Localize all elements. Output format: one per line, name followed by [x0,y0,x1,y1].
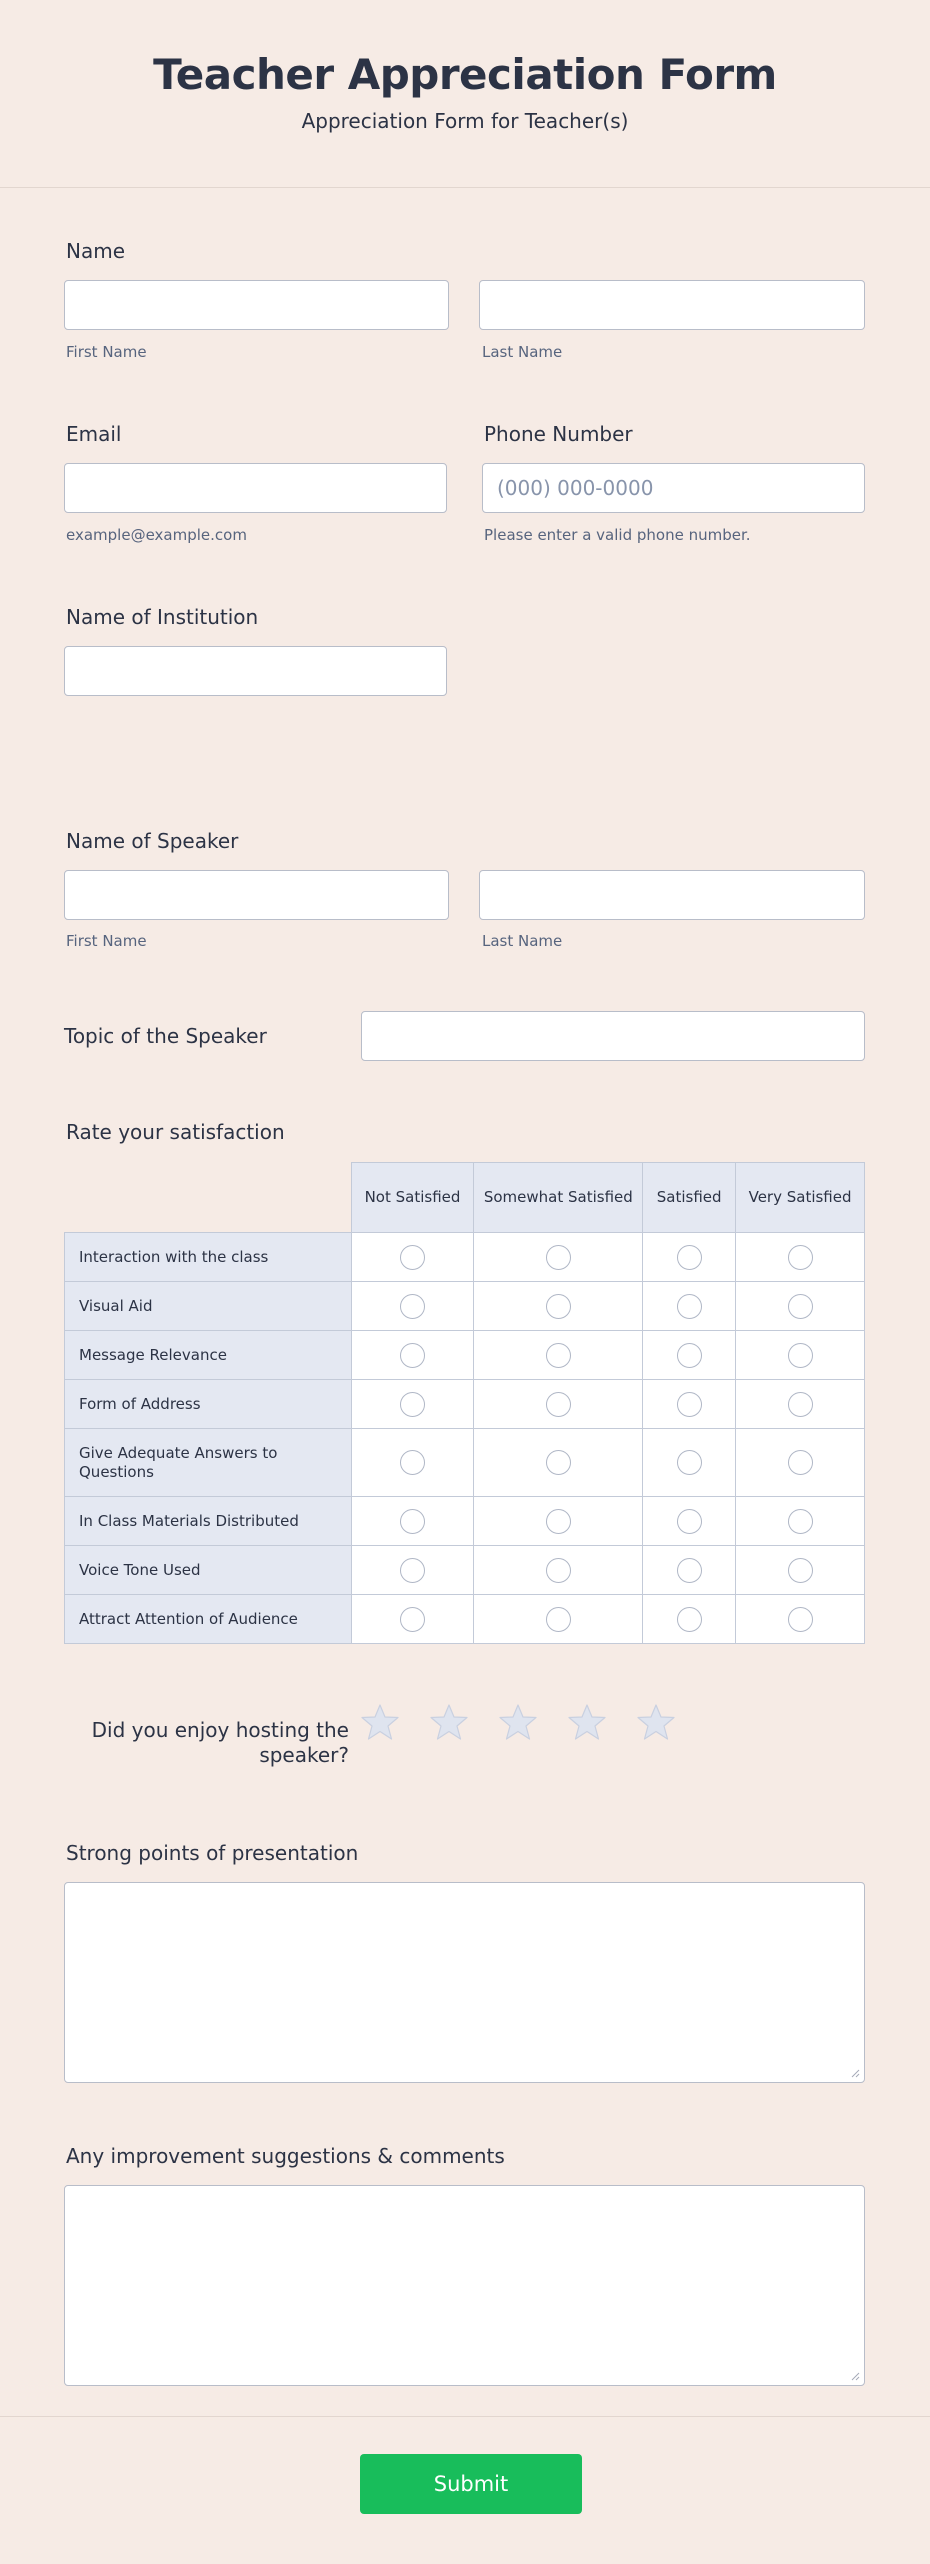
radio-button[interactable] [788,1343,813,1368]
matrix-cell [736,1497,865,1546]
matrix-row-label: Interaction with the class [65,1233,352,1282]
star-rating [360,1703,676,1741]
submit-button[interactable]: Submit [360,2454,582,2514]
radio-button[interactable] [546,1509,571,1534]
radio-button[interactable] [677,1343,702,1368]
radio-button[interactable] [546,1450,571,1475]
resize-grip-icon[interactable] [851,2372,860,2381]
matrix-cell [474,1595,643,1644]
matrix-row [65,1546,865,1595]
institution-input[interactable] [64,646,447,696]
radio-button[interactable] [788,1294,813,1319]
matrix-row [65,1282,865,1331]
phone-label: Phone Number [484,422,633,446]
radio-button[interactable] [546,1343,571,1368]
star-icon[interactable] [498,1703,538,1741]
matrix-cell [736,1233,865,1282]
radio-button[interactable] [546,1245,571,1270]
matrix-cell [474,1380,643,1429]
radio-button[interactable] [400,1607,425,1632]
matrix-row [65,1497,865,1546]
star-icon[interactable] [636,1703,676,1741]
matrix-cell [351,1546,474,1595]
matrix-cell [643,1497,736,1546]
radio-button[interactable] [400,1294,425,1319]
radio-button[interactable] [546,1392,571,1417]
name-label: Name [66,239,126,263]
radio-button[interactable] [788,1245,813,1270]
matrix-cell [351,1233,474,1282]
radio-button[interactable] [400,1509,425,1534]
radio-button[interactable] [788,1450,813,1475]
strong-points-label: Strong points of presentation [66,1841,359,1865]
email-input[interactable] [64,463,447,513]
phone-sublabel: Please enter a valid phone number. [484,526,751,544]
strong-points-textarea[interactable] [64,1882,865,2083]
matrix-row [65,1331,865,1380]
matrix-cell [351,1331,474,1380]
last-name-input[interactable] [479,280,865,330]
matrix-cell [474,1233,643,1282]
matrix-cell [351,1380,474,1429]
matrix-row-label: Give Adequate Answers to Questions [65,1429,352,1497]
matrix-cell [643,1233,736,1282]
matrix-cell [474,1282,643,1331]
improvements-label: Any improvement suggestions & comments [66,2144,505,2168]
radio-button[interactable] [400,1558,425,1583]
matrix-cell [351,1429,474,1497]
matrix-column-header: Somewhat Satisfied [474,1163,643,1233]
form-header [0,0,930,188]
radio-button[interactable] [546,1294,571,1319]
radio-button[interactable] [788,1558,813,1583]
matrix-row-label: Visual Aid [65,1282,352,1331]
matrix-cell [474,1546,643,1595]
radio-button[interactable] [788,1392,813,1417]
last-name-sublabel: Last Name [482,343,563,361]
star-icon[interactable] [429,1703,469,1741]
matrix-cell [736,1282,865,1331]
matrix-column-header: Satisfied [643,1163,736,1233]
radio-button[interactable] [400,1245,425,1270]
form-subtitle: Appreciation Form for Teacher(s) [301,109,629,133]
matrix-cell [351,1282,474,1331]
matrix-cell [474,1429,643,1497]
radio-button[interactable] [788,1509,813,1534]
radio-button[interactable] [677,1245,702,1270]
matrix-column-header: Not Satisfied [351,1163,474,1233]
radio-button[interactable] [546,1558,571,1583]
matrix-cell [474,1331,643,1380]
topic-input[interactable] [361,1011,865,1061]
matrix-column-header: Very Satisfied [736,1163,865,1233]
radio-button[interactable] [677,1607,702,1632]
first-name-input[interactable] [64,280,449,330]
star-icon[interactable] [567,1703,607,1741]
email-label: Email [66,422,122,446]
speaker-label: Name of Speaker [66,829,239,853]
radio-button[interactable] [677,1558,702,1583]
satisfaction-matrix [64,1162,865,1644]
matrix-cell [736,1595,865,1644]
radio-button[interactable] [677,1392,702,1417]
radio-button[interactable] [788,1607,813,1632]
matrix-row-label: Voice Tone Used [65,1546,352,1595]
speaker-last-name-sublabel: Last Name [482,932,563,950]
institution-label: Name of Institution [66,605,259,629]
speaker-first-name-sublabel: First Name [66,932,147,950]
matrix-cell [474,1497,643,1546]
matrix-row-label: In Class Materials Distributed [65,1497,352,1546]
radio-button[interactable] [400,1343,425,1368]
matrix-cell [736,1546,865,1595]
radio-button[interactable] [400,1450,425,1475]
matrix-cell [736,1429,865,1497]
topic-label: Topic of the Speaker [64,1024,267,1048]
phone-input[interactable]: (000) 000-0000 [482,463,865,513]
matrix-cell [643,1429,736,1497]
resize-grip-icon[interactable] [851,2069,860,2078]
speaker-first-name-input[interactable] [64,870,449,920]
matrix-cell [736,1331,865,1380]
matrix-cell [643,1380,736,1429]
matrix-corner [65,1163,352,1233]
first-name-sublabel: First Name [66,343,147,361]
matrix-cell [736,1380,865,1429]
radio-button[interactable] [400,1392,425,1417]
matrix-cell [643,1331,736,1380]
matrix-cell [643,1282,736,1331]
matrix-row-label: Attract Attention of Audience [65,1595,352,1644]
matrix-cell [351,1595,474,1644]
matrix-row-label: Form of Address [65,1380,352,1429]
radio-button[interactable] [677,1509,702,1534]
rating-label: Rate your satisfaction [66,1120,285,1144]
matrix-cell [643,1546,736,1595]
improvements-textarea[interactable] [64,2185,865,2386]
form-title: Teacher Appreciation Form [153,50,777,99]
radio-button[interactable] [677,1450,702,1475]
matrix-cell [351,1497,474,1546]
radio-button[interactable] [546,1607,571,1632]
matrix-row [65,1429,865,1497]
hosting-label: Did you enjoy hosting the speaker? [91,1718,349,1767]
speaker-last-name-input[interactable] [479,870,865,920]
matrix-row-label: Message Relevance [65,1331,352,1380]
star-icon[interactable] [360,1703,400,1741]
matrix-row [65,1595,865,1644]
matrix-row [65,1233,865,1282]
matrix-cell [643,1595,736,1644]
matrix-row [65,1380,865,1429]
email-sublabel: example@example.com [66,526,247,544]
radio-button[interactable] [677,1294,702,1319]
